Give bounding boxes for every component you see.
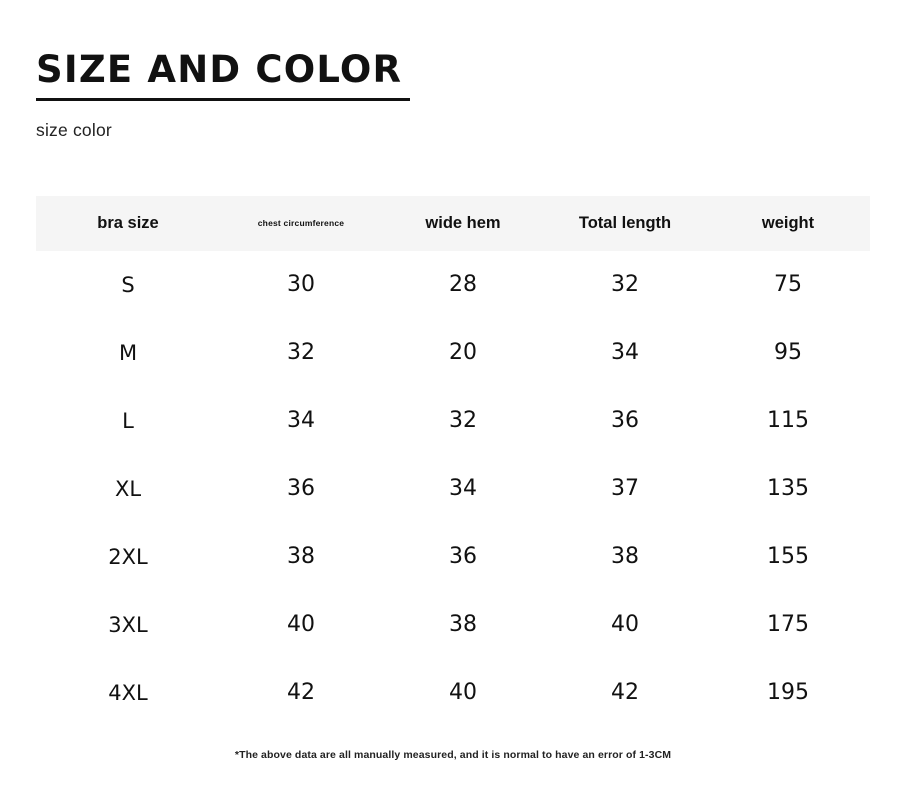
- cell-length: 42: [611, 680, 639, 706]
- cell-chest: 40: [287, 612, 315, 638]
- cell-size: 3XL: [108, 612, 148, 637]
- cell-chest: 38: [287, 544, 315, 570]
- column-header-wide-hem: wide hem: [425, 213, 501, 232]
- table-row: [36, 251, 870, 319]
- measurement-footnote: *The above data are all manually measured, and it is normal to have an error of 1-3CM: [234, 748, 672, 761]
- cell-size: 4XL: [108, 680, 148, 705]
- page-subtitle: size color: [36, 119, 112, 140]
- column-header-bra-size: bra size: [97, 213, 159, 232]
- cell-length: 32: [611, 272, 639, 298]
- cell-weight: 135: [767, 476, 809, 502]
- cell-weight: 155: [767, 544, 809, 570]
- column-header-total-length: Total length: [578, 213, 672, 232]
- cell-chest: 36: [287, 476, 315, 502]
- size-table-body: [36, 251, 870, 727]
- cell-size: S: [121, 272, 135, 297]
- header-row: [36, 196, 870, 251]
- cell-length: 40: [611, 612, 639, 638]
- column-header-chest-circumference: chest circumference: [257, 218, 345, 229]
- cell-weight: 175: [767, 612, 809, 638]
- cell-chest: 32: [287, 340, 315, 366]
- size-table: [36, 196, 870, 727]
- cell-weight: 115: [767, 408, 809, 434]
- cell-length: 34: [611, 340, 639, 366]
- table-row: [36, 659, 870, 727]
- table-row: [36, 455, 870, 523]
- cell-size: XL: [114, 476, 142, 501]
- table-row: [36, 319, 870, 387]
- cell-chest: 42: [287, 680, 315, 706]
- cell-hem: 28: [449, 272, 477, 298]
- cell-weight: 195: [767, 680, 809, 706]
- cell-hem: 36: [449, 544, 477, 570]
- cell-length: 37: [611, 476, 639, 502]
- cell-size: L: [122, 408, 134, 433]
- table-row: [36, 387, 870, 455]
- cell-size: 2XL: [108, 544, 148, 569]
- column-header-weight: weight: [761, 213, 815, 232]
- table-row: [36, 523, 870, 591]
- size-table-wrapper: [36, 196, 870, 727]
- cell-hem: 34: [449, 476, 477, 502]
- cell-size: M: [118, 340, 138, 365]
- cell-length: 36: [611, 408, 639, 434]
- cell-hem: 40: [449, 680, 477, 706]
- cell-weight: 95: [774, 340, 802, 366]
- size-table-header: [36, 196, 870, 251]
- page-title: SIZE AND COLOR: [36, 48, 403, 91]
- table-row: [36, 591, 870, 659]
- cell-weight: 75: [774, 272, 802, 298]
- cell-chest: 34: [287, 408, 315, 434]
- cell-hem: 32: [449, 408, 477, 434]
- cell-hem: 38: [449, 612, 477, 638]
- cell-hem: 20: [449, 340, 477, 366]
- cell-chest: 30: [287, 272, 315, 298]
- title-underline: [36, 98, 410, 101]
- cell-length: 38: [611, 544, 639, 570]
